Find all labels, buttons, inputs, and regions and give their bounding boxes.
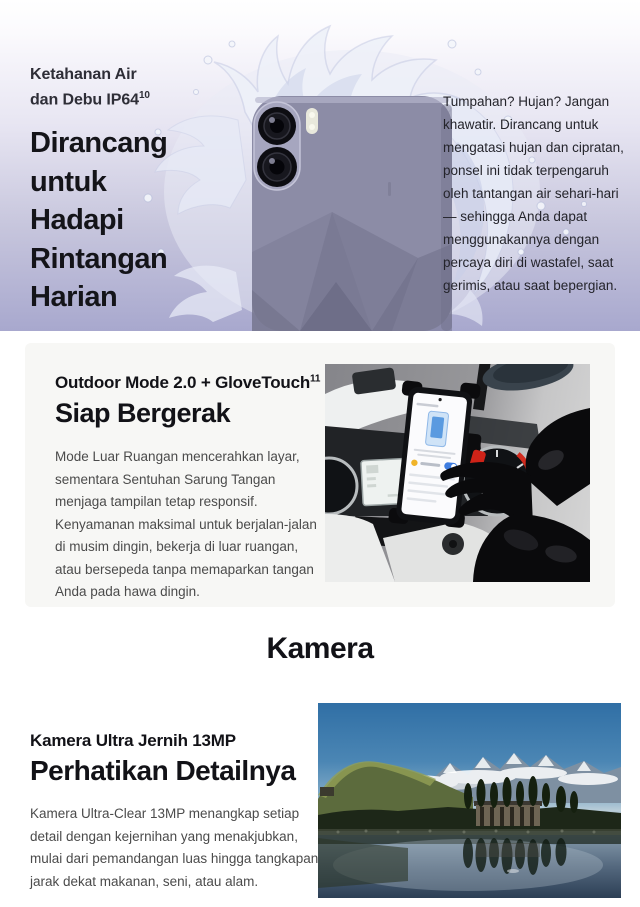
flash-illustration: [306, 108, 318, 134]
motorcycle-mount-photo: [325, 364, 590, 582]
mirror-illustration: [473, 364, 576, 410]
hero-section-water-resistance: [0, 0, 640, 331]
outdoor-footnote-marker: 11: [310, 373, 321, 385]
hero-title: Dirancang untuk Hadapi Rintangan Harian: [30, 127, 168, 314]
hero-eyebrow: [30, 64, 220, 110]
outdoor-mode-card: [25, 343, 615, 607]
outdoor-title: Siap Bergerak: [55, 398, 231, 428]
camera-feature-description: Kamera Ultra-Clear 13MP menangkap setiap detail dengan kejernihan yang menakjubkan, mulai dari pemandangan luas hingga tangkapan jarak dekat makanan, seni, atau alam.: [30, 806, 319, 889]
camera-module-illustration: [254, 102, 300, 190]
hero-eyebrow-line1: Ketahanan Air: [30, 66, 137, 83]
outdoor-eyebrow: Outdoor Mode 2.0 + GloveTouch$^{11}$: [55, 373, 321, 392]
camera-feature-eyebrow: Kamera Ultra Jernih 13MP: [30, 731, 236, 750]
hero-eyebrow-line2: dan Debu IP64: [30, 91, 139, 109]
hero-footnote-marker: 10: [138, 90, 150, 101]
hero-description: Tumpahan? Hujan? Jangan khawatir. Dirancang untuk mengatasi hujan dan cipratan, ponsel ini tidak terpengaruh oleh tantangan air sehari-hari — sehingga Anda dapat menggunakannya dengan percaya diri di wastafel, saat gerimis, atau saat bepergian.: [443, 94, 624, 293]
camera-feature-title: Perhatikan Detailnya: [30, 755, 296, 786]
outdoor-description: Mode Luar Ruangan mencerahkan layar, sementara Sentuhan Sarung Tangan menjaga tampilan tetap responsif. Kenyamanan maksimal untuk berjalan-jalan di musim dingin, bekerja di luar ruangan, atau bersepeda tanpa memaparkan tangan Anda pada hawa dingin.: [55, 449, 317, 599]
phone-back-illustration: [252, 96, 452, 331]
lake-reflection-illustration: [318, 835, 621, 891]
camera-section-heading: Kamera: [266, 632, 374, 665]
mountain-lake-photo: [318, 703, 621, 898]
